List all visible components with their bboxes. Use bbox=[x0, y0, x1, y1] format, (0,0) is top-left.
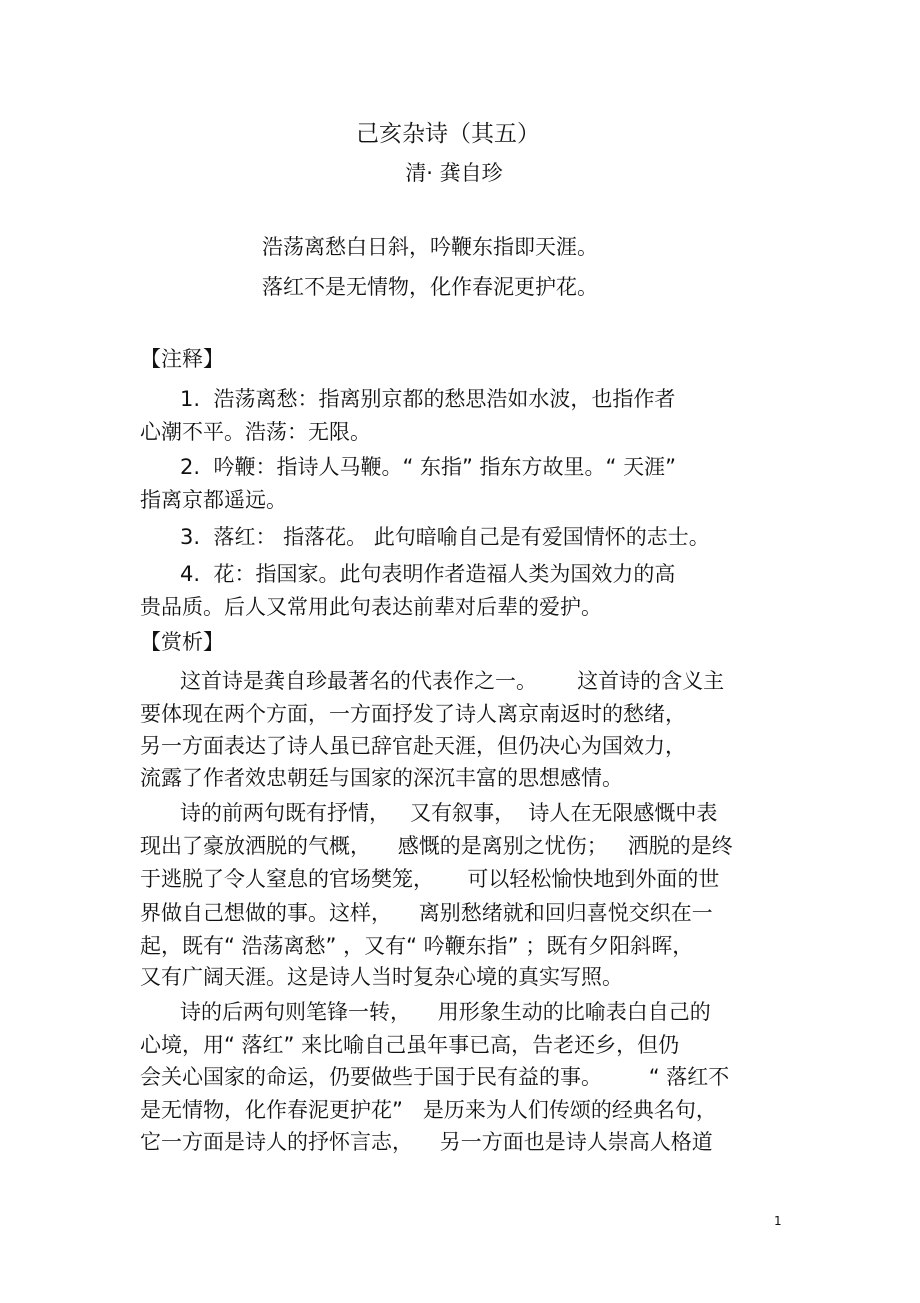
analysis-line: 要体现在两个方面，一方面抒发了诗人离京南返时的愁绪， bbox=[140, 702, 686, 726]
note-line: 心潮不平。浩荡：无限。 bbox=[140, 420, 371, 444]
poem-author: 清· 龚自珍 bbox=[405, 161, 503, 185]
analysis-heading: 【赏析】 bbox=[140, 630, 224, 654]
analysis-line: 这首诗是龚自珍最著名的代表作之一。 这首诗的含义主 bbox=[140, 669, 725, 693]
analysis-line: 诗的后两句则笔锋一转， 用形象生动的比喻表白自己的 bbox=[140, 1000, 711, 1024]
analysis-line: 心境，用“ 落红” 来比喻自己虽年事已高，告老还乡，但仍 bbox=[140, 1033, 680, 1057]
analysis-line: 界做自己想做的事。这样， 离别愁绪就和回归喜悦交织在一 bbox=[140, 901, 713, 925]
analysis-line: 于逃脱了令人窒息的官场樊笼， 可以轻松愉快地到外面的世 bbox=[140, 867, 720, 891]
analysis-line: 它一方面是诗人的抒怀言志， 另一方面也是诗人崇高人格道 bbox=[140, 1130, 713, 1154]
note-line: 指离京都遥远。 bbox=[140, 488, 287, 512]
poem-title: 己亥杂诗（其五） bbox=[356, 121, 540, 147]
analysis-line: 起，既有“ 浩荡离愁” ，又有“ 吟鞭东指” ；既有夕阳斜晖， bbox=[140, 934, 694, 958]
poem-line: 落红不是无情物，化作春泥更护花。 bbox=[262, 275, 598, 299]
poem-line: 浩荡离愁白日斜，吟鞭东指即天涯。 bbox=[262, 235, 598, 259]
analysis-line: 现出了豪放洒脱的气概， 感慨的是离别之忧伤； 洒脱的是终 bbox=[140, 834, 733, 858]
analysis-line: 又有广阔天涯。这是诗人当时复杂心境的真实写照。 bbox=[140, 965, 623, 989]
page-number: 1 bbox=[774, 1214, 782, 1228]
note-line: 贵品质。后人又常用此句表达前辈对后辈的爱护。 bbox=[140, 595, 602, 619]
note-line: 1. 浩荡离愁：指离别京都的愁思浩如水波，也指作者 bbox=[140, 387, 676, 411]
note-line: 4. 花：指国家。此句表明作者造福人类为国效力的高 bbox=[140, 562, 676, 586]
analysis-line: 是无情物，化作春泥更护花” 是历来为人们传颂的经典名句， bbox=[140, 1098, 717, 1122]
analysis-line: 另一方面表达了诗人虽已辞官赴天涯，但仍决心为国效力， bbox=[140, 734, 686, 758]
analysis-line: 流露了作者效忠朝廷与国家的深沉丰富的思想感情。 bbox=[140, 766, 623, 790]
analysis-line: 会关心国家的命运，仍要做些于国于民有益的事。 “ 落红不 bbox=[140, 1065, 730, 1089]
notes-heading: 【注释】 bbox=[140, 347, 224, 371]
analysis-line: 诗的前两句既有抒情， 又有叙事， 诗人在无限感慨中表 bbox=[140, 801, 718, 825]
note-line: 2. 吟鞭：指诗人马鞭。“ 东指” 指东方故里。“ 天涯” bbox=[140, 455, 676, 479]
note-line: 3. 落红： 指落花。 此句暗喻自己是有爱国情怀的志士。 bbox=[140, 525, 710, 549]
